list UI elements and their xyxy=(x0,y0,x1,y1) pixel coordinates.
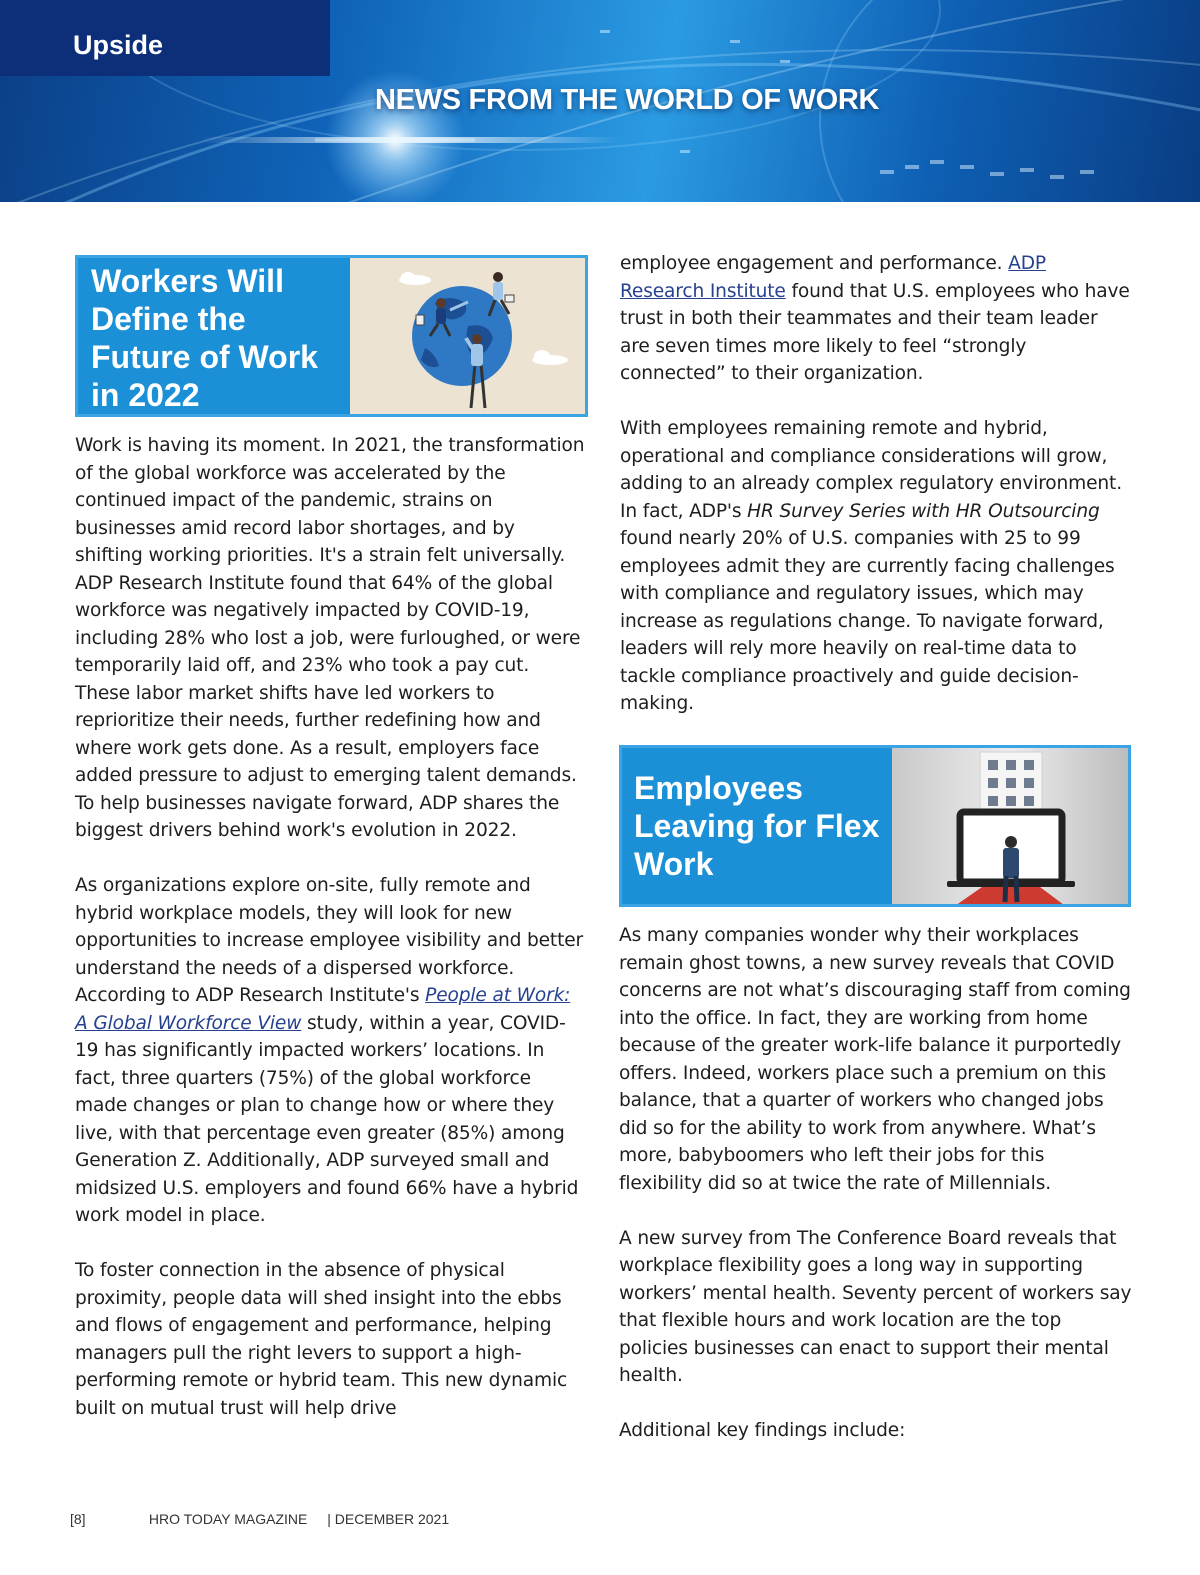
banner-headline: NEWS FROM THE WORLD OF WORK xyxy=(375,84,880,116)
paragraph xyxy=(620,250,1132,388)
paragraph-text: employee engagement and performance. xyxy=(620,253,1003,274)
issue-date: | DECEMBER 2021 xyxy=(327,1511,450,1527)
feature-title-line: Employees xyxy=(634,770,803,806)
paragraph-text: found that U.S. employees who have trust in both their teammates and their team leader are seven times more likely to feel “strongly connected” to their organization. xyxy=(620,280,1130,384)
paragraph-text: With employees remaining remote and hybrid, operational and compliance considerations will grow, adding to an already complex regulatory environment. In fact, ADP's xyxy=(620,418,1122,522)
paragraph-text: found nearly 20% of U.S. companies with 25 to 99 employees admit they are currently facing challenges with compliance and regulatory issues, which may increase as regulations change. To navigate forward, leaders will rely more heavily on real-time data to tackle compliance proactively and guide decision-making. xyxy=(620,528,1115,714)
people-at-work-study-link[interactable]: People at Work: A Global Workforce View xyxy=(75,985,571,1034)
paragraph-text: As organizations explore on-site, fully remote and hybrid workplace models, they will look for new opportunities to increase employee visibility and better understand the needs of a dispersed workforce. According to ADP Research Institute's xyxy=(75,875,583,1006)
paragraph: To foster connection in the absence of physical proximity, people data will shed insight into the ebbs and flows of engagement and performance, helping managers pull the right levers to support a high-performing remote or hybrid team. This new dynamic built on mutual trust will help drive xyxy=(75,1260,568,1419)
feature-title-line: Leaving for Flex xyxy=(634,808,880,844)
globe-people-illustration xyxy=(350,258,585,414)
article-column-right-top xyxy=(620,250,1132,745)
feature-box-flex-work xyxy=(619,745,1131,907)
paragraph: Work is having its moment. In 2021, the transformation of the global workforce was accelerated by the continued impact of the pandemic, strains on businesses amid record labor shortages, and by shifting working priorities. It's a strain felt universally. ADP Research Institute found that 64% of the global workforce was negatively impacted by COVID-19, including 28% who lost a job, were furloughed, or were temporarily laid off, and 23% who took a pay cut. These labor market shifts have led workers to reprioritize their needs, further redefining how and where work gets done. As a result, employers face added pressure to adjust to emerging talent demands. To help businesses navigate forward, ADP shares the biggest drivers behind work's evolution in 2022. xyxy=(75,435,585,841)
article-column-left xyxy=(75,432,588,1450)
survey-title: HR Survey Series with HR Outsourcing xyxy=(747,500,1100,522)
header-banner xyxy=(0,0,1200,202)
feature-title-line: Workers Will xyxy=(91,263,284,299)
section-label: Upside xyxy=(0,0,330,76)
feature-title-line: Future of Work xyxy=(91,339,318,375)
paragraph: As many companies wonder why their workplaces remain ghost towns, a new survey reveals that COVID concerns are not what’s discouraging staff from coming into the office. In fact, they are working from home because of the greater work-life balance it purportedly offers. Indeed, workers place such a premium on this balance, that a quarter of workers who changed jobs did so for the ability to work from anywhere. What’s more, babyboomers who left their jobs for this flexibility did so at twice the rate of Millennials. xyxy=(619,925,1131,1194)
feature-box-future-of-work xyxy=(75,255,588,417)
feature-title xyxy=(634,769,879,883)
paragraph xyxy=(75,872,588,1230)
page-number: [8] xyxy=(70,1511,86,1527)
article-column-right-bottom xyxy=(619,922,1132,1472)
paragraph xyxy=(620,415,1132,718)
feature-title xyxy=(91,262,318,414)
magazine-name: HRO TODAY MAGAZINE xyxy=(148,1511,308,1527)
adp-research-institute-link[interactable]: ADP Research Institute xyxy=(620,253,1046,302)
office-laptop-illustration xyxy=(892,748,1128,904)
paragraph: A new survey from The Conference Board reveals that workplace flexibility goes a long way in supporting workers’ mental health. Seventy percent of workers say that flexible hours and work location are the top policies businesses can enact to support their mental health. xyxy=(619,1227,1132,1386)
page-footer xyxy=(70,1511,449,1527)
feature-title-line: Define the xyxy=(91,301,246,337)
paragraph: Additional key findings include: xyxy=(619,1420,906,1441)
paragraph-text: study, within a year, COVID-19 has significantly impacted workers’ locations. In fact, three quarters (75%) of the global workforce made changes or plan to change how or where they live, with that percentage even greater (85%) among Generation Z. Additionally, ADP surveyed small and midsized U.S. employers and found 66% have a hybrid work model in place. xyxy=(75,1012,579,1226)
feature-title-line: in 2022 xyxy=(91,377,200,413)
feature-title-line: Work xyxy=(634,846,714,882)
